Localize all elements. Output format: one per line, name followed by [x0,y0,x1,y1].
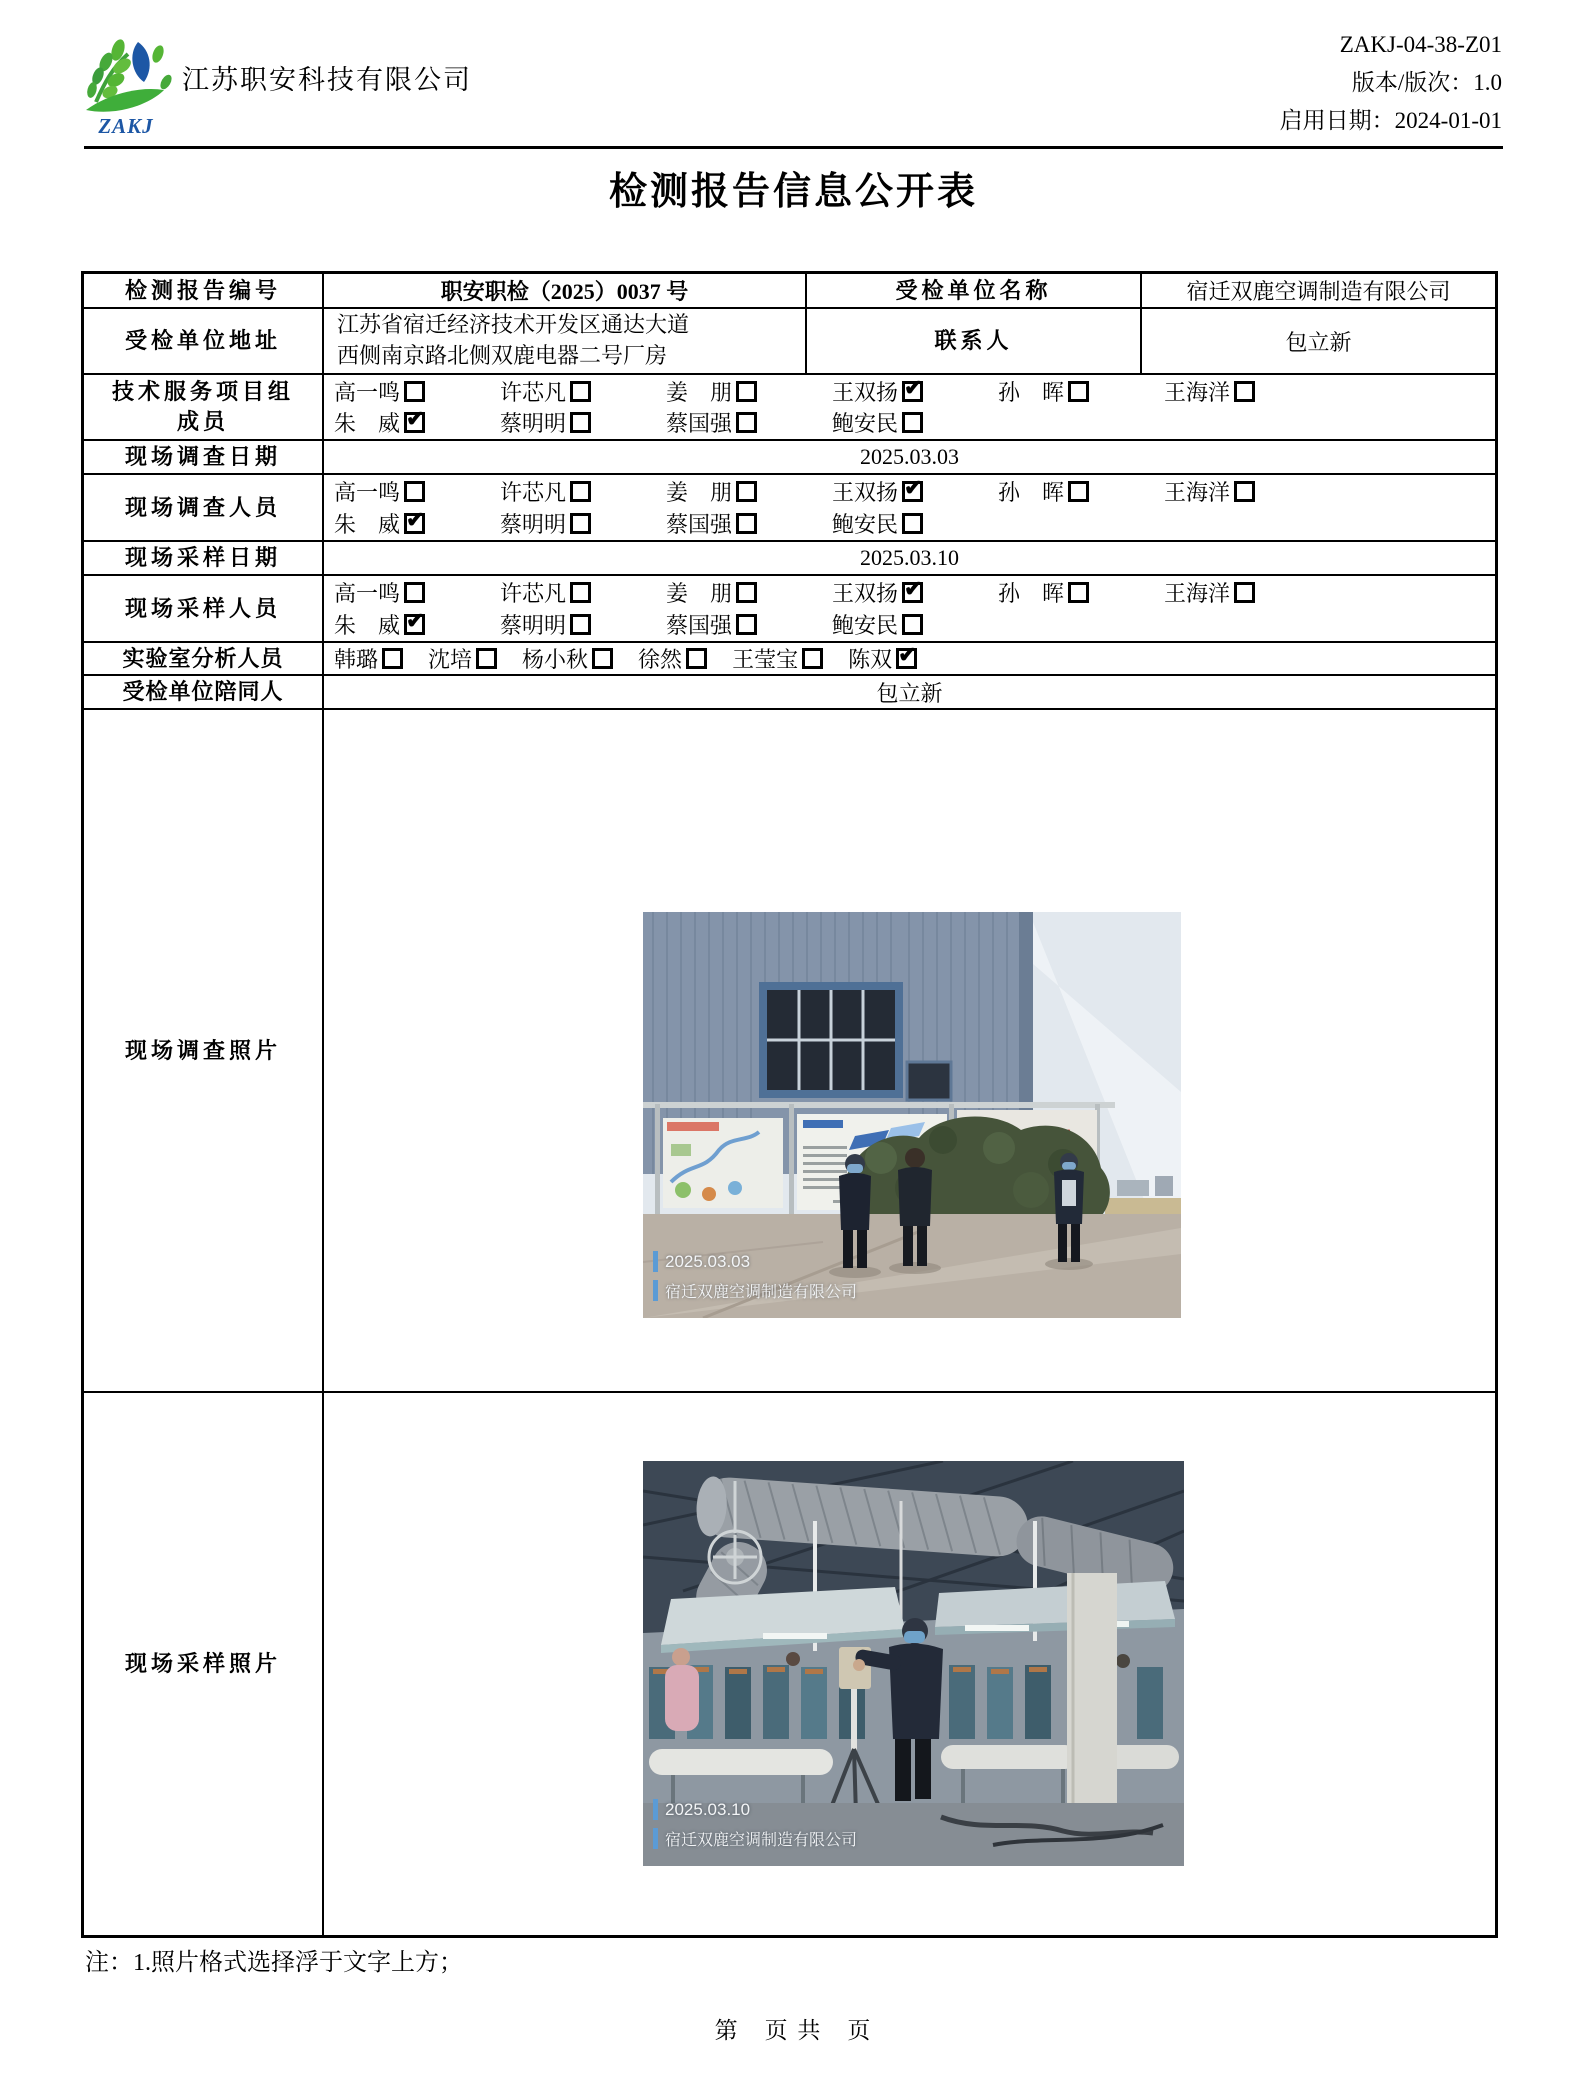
checkbox-icon [902,582,923,603]
checkbox-icon [736,582,757,603]
team-members-label [84,375,324,439]
staff-option [1164,376,1330,407]
staff-option [500,476,666,507]
sampling-staff-label: 现场采样人员 [84,576,324,641]
checkbox-icon [902,381,923,402]
table-row-team-members [84,375,1495,441]
survey-date-value: 2025.03.03 [860,444,959,469]
staff-name: 孙 晖 [998,581,1065,606]
staff-name: 王双扬 [832,480,899,505]
address-line-2: 西侧南京路北侧双鹿电器二号厂房 [337,343,668,368]
survey-photo [643,912,1181,1318]
checkbox-icon [802,648,823,669]
staff-name: 蔡国强 [666,411,733,437]
staff-option [832,609,998,640]
survey-photo-cell [324,710,1495,1391]
checkbox-icon [1068,582,1089,603]
table-row-sampling-photo [84,1393,1495,1935]
staff-option [334,407,500,438]
photo-watermark-company [653,1279,857,1302]
staff-option [732,643,823,674]
team-label-line1: 技术服务项目组 [111,379,294,404]
watermark-bar-icon [653,1280,658,1301]
address-line-1: 江苏省宿迁经济技术开发区通达大道 [337,312,690,337]
checkbox-icon [736,513,757,534]
staff-name: 蔡国强 [666,613,733,638]
checkbox-icon [1234,582,1255,603]
sampling-date-value: 2025.03.10 [860,545,959,570]
staff-checkbox-row [334,577,1495,608]
checkbox-icon [404,481,425,502]
staff-name: 蔡国强 [666,512,733,537]
table-row-address [84,309,1495,375]
checkbox-icon [902,614,923,635]
table-row-report-no [84,274,1495,309]
report-no-label: 检测报告编号 [84,274,324,307]
staff-name: 朱 威 [334,613,401,638]
staff-name: 王海洋 [1164,480,1231,505]
photo-watermark-date [653,1799,750,1820]
staff-name: 姜 朋 [666,379,733,405]
logo-graphic [78,24,174,120]
sampling-date-label: 现场采样日期 [84,542,324,574]
photo-watermark-date [653,1251,750,1272]
staff-name: 陈双 [848,647,893,672]
checkbox-icon [570,614,591,635]
checkbox-icon [476,648,497,669]
staff-name: 许芯凡 [500,480,567,505]
staff-option [334,508,500,539]
address-label: 受检单位地址 [84,309,324,373]
staff-option [334,609,500,640]
photo-watermark-company [653,1827,857,1850]
staff-name: 韩璐 [334,647,379,672]
staff-name: 蔡明明 [500,512,567,537]
escort-label: 受检单位陪同人 [84,676,324,708]
doc-enable-date: 启用日期：2024-01-01 [1279,108,1502,133]
staff-option [334,577,500,608]
checkbox-icon [570,582,591,603]
staff-checkbox-row [334,508,1495,539]
staff-name: 沈培 [428,647,473,672]
table-row-escort [84,676,1495,710]
staff-option [666,609,832,640]
unit-name-label: 受检单位名称 [807,274,1142,307]
staff-name: 朱 威 [334,512,401,537]
checkbox-icon [686,648,707,669]
checkbox-icon [404,412,425,433]
staff-option [500,609,666,640]
staff-checkbox-row [334,609,1495,640]
staff-name: 高一鸣 [334,379,401,405]
watermark-company-text: 宿迁双鹿空调制造有限公司 [665,1284,858,1301]
staff-option [848,643,917,674]
address-value [324,309,807,373]
staff-option [998,577,1164,608]
header-divider [84,146,1503,149]
staff-option [832,407,998,438]
checkbox-icon [1068,381,1089,402]
report-info-table [81,271,1498,1938]
checkbox-icon [592,648,613,669]
staff-option [1164,577,1330,608]
staff-option [334,643,403,674]
staff-name: 王双扬 [832,379,899,405]
staff-checkbox-row [334,407,1495,438]
checkbox-icon [570,513,591,534]
staff-name: 孙 晖 [998,379,1065,405]
staff-name: 许芯凡 [500,379,567,405]
staff-option [638,643,707,674]
staff-option [334,376,500,407]
staff-checkbox-row [334,376,1495,407]
staff-option [666,376,832,407]
staff-name: 姜 朋 [666,480,733,505]
staff-name: 许芯凡 [500,581,567,606]
team-label-line2: 成员 [176,409,229,434]
staff-name: 孙 晖 [998,480,1065,505]
watermark-bar-icon [653,1828,658,1849]
checkbox-icon [736,412,757,433]
document-meta [1280,26,1502,140]
table-row-lab-staff [84,643,1495,676]
checkbox-icon [404,582,425,603]
staff-name: 王海洋 [1164,379,1231,405]
staff-option [666,577,832,608]
sampling-photo [643,1461,1184,1866]
contact-label: 联系人 [807,309,1142,373]
table-row-survey-date [84,441,1495,475]
table-row-survey-staff [84,475,1495,542]
checkbox-icon [736,614,757,635]
staff-name: 王双扬 [832,581,899,606]
checkbox-icon [404,614,425,635]
lab-staff-label: 实验室分析人员 [84,643,324,674]
staff-name: 蔡明明 [500,613,567,638]
staff-option [500,577,666,608]
doc-version: 版本/版次：1.0 [1351,70,1502,95]
staff-name: 高一鸣 [334,480,401,505]
watermark-bar-icon [653,1799,658,1820]
staff-name: 高一鸣 [334,581,401,606]
survey-staff-label: 现场调查人员 [84,475,324,540]
checkbox-icon [902,513,923,534]
staff-option [832,476,998,507]
checkbox-icon [382,648,403,669]
staff-option [666,407,832,438]
checkbox-icon [570,381,591,402]
staff-name: 鲍安民 [832,613,899,638]
staff-option [1164,476,1330,507]
checkbox-icon [570,481,591,502]
staff-option [500,508,666,539]
sampling-staff-options [324,576,1495,641]
staff-name: 姜 朋 [666,581,733,606]
page-title: 检测报告信息公开表 [608,171,978,213]
sampling-photo-cell [324,1393,1495,1935]
watermark-date-text: 2025.03.03 [665,1251,751,1271]
escort-value: 包立新 [876,680,943,706]
staff-name: 杨小秋 [522,647,589,672]
watermark-date-text: 2025.03.10 [665,1799,751,1819]
staff-option [500,376,666,407]
staff-name: 鲍安民 [832,512,899,537]
staff-option [666,476,832,507]
staff-option [998,376,1164,407]
lab-staff-options [324,643,1495,674]
table-row-sampling-date [84,542,1495,576]
staff-option [666,508,832,539]
table-row-sampling-staff [84,576,1495,643]
staff-name: 王海洋 [1164,581,1231,606]
staff-name: 徐然 [638,647,683,672]
table-row-survey-photo [84,710,1495,1393]
survey-photo-label: 现场调查照片 [84,710,324,1391]
staff-name: 朱 威 [334,411,401,437]
watermark-bar-icon [653,1251,658,1272]
logo-acronym: ZAKJ [98,114,154,138]
checkbox-icon [736,481,757,502]
staff-name: 王莹宝 [732,647,799,672]
staff-option [832,508,998,539]
survey-staff-options [324,475,1495,540]
staff-checkbox-row [334,476,1495,507]
staff-option [832,577,998,608]
checkbox-icon [902,412,923,433]
survey-date-label: 现场调查日期 [84,441,324,473]
checkbox-icon [1234,481,1255,502]
doc-code: ZAKJ-04-38-Z01 [1339,32,1502,57]
sampling-photo-label: 现场采样照片 [84,1393,324,1935]
page-number-footer: 第 页 共 页 [714,2018,873,2043]
checkbox-icon [896,648,917,669]
staff-checkbox-row [334,643,1495,674]
staff-option [522,643,613,674]
watermark-company-text: 宿迁双鹿空调制造有限公司 [665,1832,858,1849]
staff-option [998,476,1164,507]
staff-name: 鲍安民 [832,411,899,437]
company-name: 江苏职安科技有限公司 [182,65,472,95]
unit-name-value: 宿迁双鹿空调制造有限公司 [1186,279,1451,304]
team-members-options [324,375,1495,439]
checkbox-icon [1068,481,1089,502]
checkbox-icon [736,381,757,402]
contact-value: 包立新 [1285,329,1352,355]
staff-option [500,407,666,438]
checkbox-icon [1234,381,1255,402]
report-no-value: 职安职检（2025）0037 号 [324,274,807,307]
staff-option [832,376,998,407]
staff-option [334,476,500,507]
staff-option [428,643,497,674]
checkbox-icon [570,412,591,433]
checkbox-icon [902,481,923,502]
checkbox-icon [404,513,425,534]
checkbox-icon [404,381,425,402]
staff-name: 蔡明明 [500,411,567,437]
note-text: 注：1.照片格式选择浮于文字上方； [85,1950,463,1976]
